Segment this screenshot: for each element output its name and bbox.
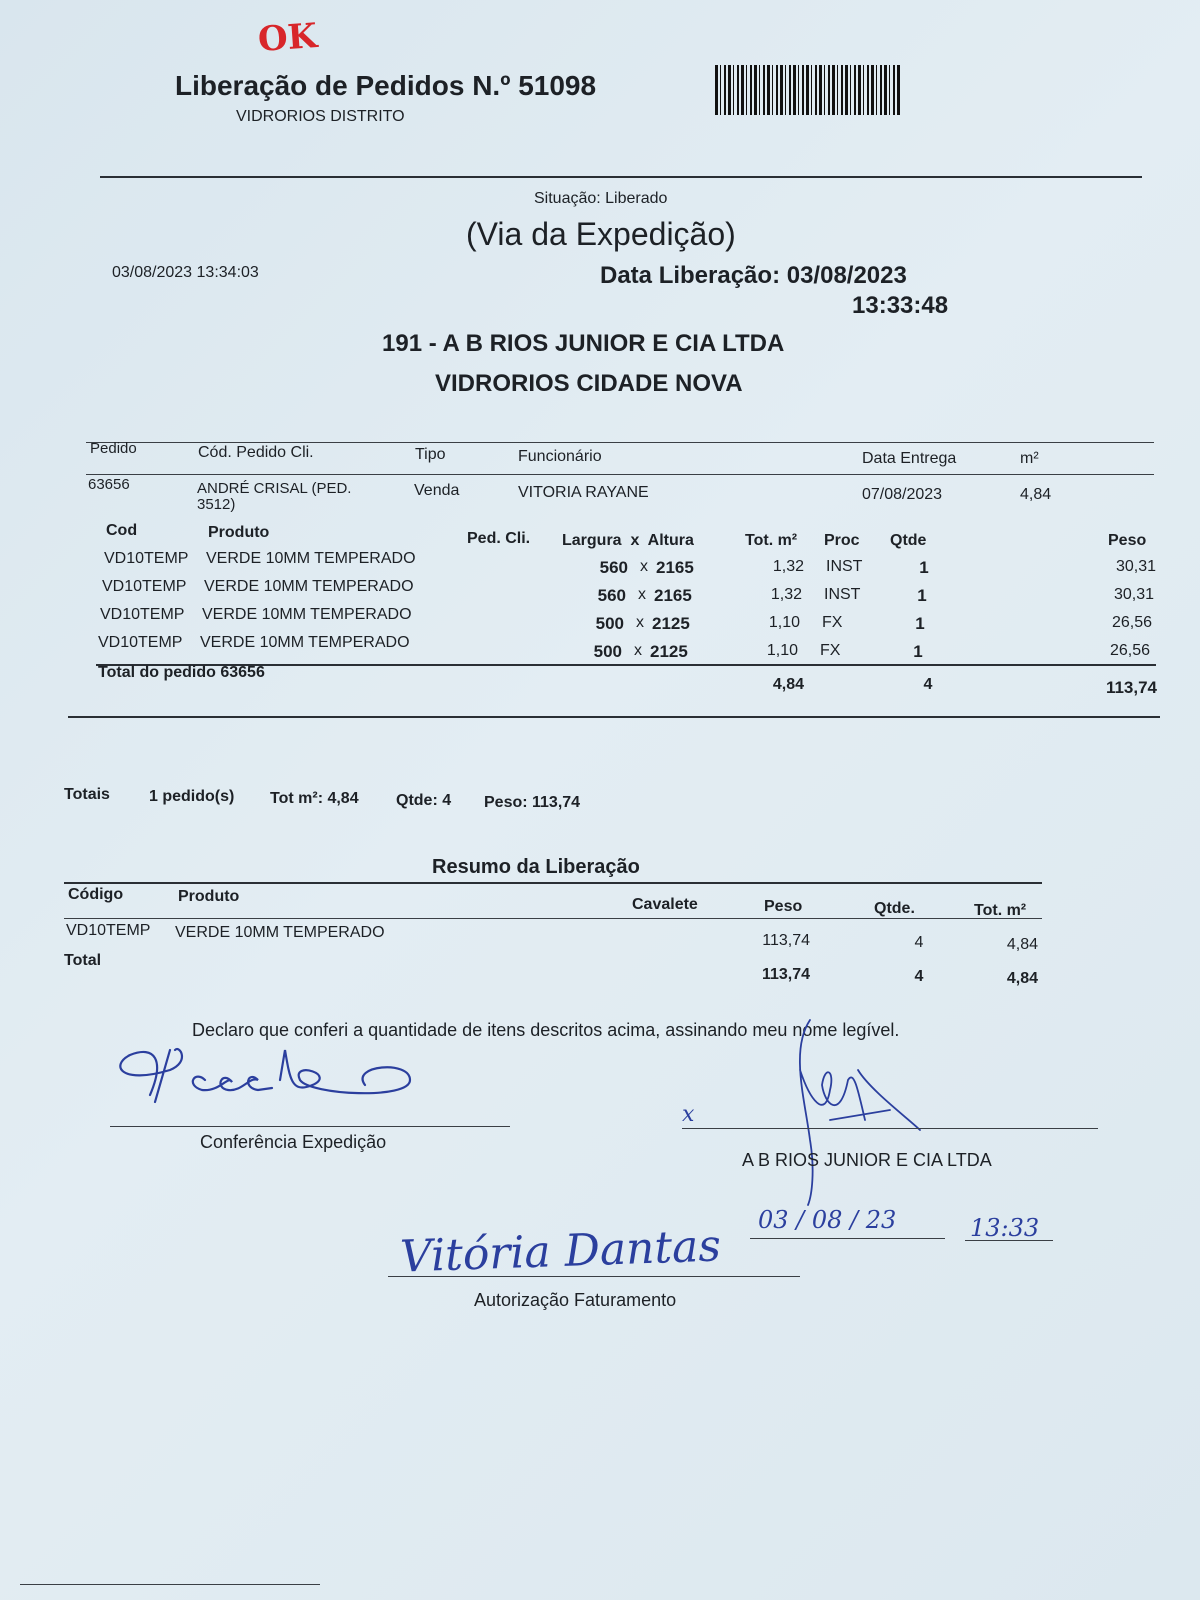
status-text: Situação: Liberado [534,190,668,207]
client-store: VIDRORIOS CIDADE NOVA [435,370,743,397]
item-largura: 500 [593,642,622,661]
item-produto: VERDE 10MM TEMPERADO [202,606,412,623]
items-col-qtde: Qtde [890,532,927,549]
summary-col-codigo: Código [68,886,124,903]
item-cod: VD10TEMP [98,634,183,651]
order-tipo: Venda [414,482,460,499]
totals-pedidos: 1 pedido(s) [149,788,235,805]
col-m2: m² [1020,450,1039,467]
summary-col-tot-m2: Tot. m² [974,902,1027,919]
cliente-line [682,1128,1098,1129]
summary-row-produto: VERDE 10MM TEMPERADO [175,924,385,941]
items-col-peso: Peso [1108,532,1147,549]
order-data-entrega: 07/08/2023 [862,486,943,503]
summary-title: Resumo da Liberação [432,856,640,878]
order-total-peso: 113,74 [1105,678,1157,697]
summary-row-codigo: VD10TEMP [66,922,151,939]
col-cod-pedido-cli: Cód. Pedido Cli. [198,444,314,461]
summary-total-label: Total [64,952,102,969]
summary-row-peso: 113,74 [762,932,810,949]
col-data-entrega: Data Entrega [862,450,957,467]
summary-header-rule [64,918,1042,919]
item-cod: VD10TEMP [102,578,187,595]
item-tot-m2: 1,10 [768,614,800,631]
date-underline [750,1238,945,1239]
item-tot-m2: 1,32 [772,558,804,575]
item-altura: 2165 [656,558,694,577]
printed-timestamp: 03/08/2023 13:34:03 [112,264,259,281]
summary-total-qtde: 4 [914,968,924,985]
signature-cliente [770,1010,930,1210]
item-tot-m2: 1,32 [770,586,802,603]
items-col-produto: Produto [208,524,270,541]
item-altura: 2165 [654,586,692,605]
totals-peso: Peso: 113,74 [484,794,581,811]
company-name: VIDRORIOS DISTRITO [236,108,405,125]
conferencia-line [110,1126,510,1127]
item-qtde: 1 [919,558,929,577]
autorizacao-line [388,1276,800,1277]
conferencia-label: Conferência Expedição [200,1132,387,1152]
item-cod: VD10TEMP [104,550,189,567]
order-cod-cli-1: ANDRÉ CRISAL (PED. [197,480,352,497]
summary-row-qtde: 4 [914,934,924,951]
totals-qtde: Qtde: 4 [396,792,452,809]
item-largura: 500 [595,614,624,633]
item-x: x [640,558,648,575]
item-altura: 2125 [650,642,688,661]
order-total-label: Total do pedido 63656 [98,664,265,681]
items-col-dims: Largura x Altura [562,532,694,549]
item-peso: 30,31 [1113,586,1154,603]
via-title: (Via da Expedição) [466,216,736,252]
summary-total-peso: 113,74 [761,966,810,983]
totals-m2: Tot m²: 4,84 [270,790,359,807]
col-pedido: Pedido [90,440,137,457]
col-funcionario: Funcionário [518,448,602,465]
items-col-cod: Cod [106,522,138,539]
item-x: x [636,614,644,631]
order-top-rule [86,442,1154,443]
summary-col-peso: Peso [764,898,803,915]
signature-conferencia [110,1040,430,1120]
order-m2: 4,84 [1020,486,1052,503]
item-qtde: 1 [915,614,925,633]
order-header-rule [86,474,1154,475]
autorizacao-signature: Vitória Dantas [399,1220,722,1283]
summary-col-qtde: Qtde. [874,900,915,917]
summary-total-tot-m2: 4,84 [1006,970,1038,987]
item-peso: 26,56 [1109,642,1150,659]
item-altura: 2125 [652,614,690,633]
item-proc: FX [820,642,841,659]
page-bottom-rule [20,1584,320,1585]
handwritten-time: 13:33 [970,1214,1040,1242]
col-tipo: Tipo [415,446,446,463]
item-qtde: 1 [913,642,923,661]
item-produto: VERDE 10MM TEMPERADO [206,550,416,567]
autorizacao-label: Autorização Faturamento [474,1290,677,1310]
summary-row-tot-m2: 4,84 [1006,936,1038,953]
client-signature-mark: x [682,1102,695,1127]
handwritten-date: 03 / 08 / 23 [758,1206,897,1234]
order-total-qtde: 4 [923,676,933,693]
release-time: 13:33:48 [852,292,949,319]
barcode [715,65,900,115]
order-cod-cli-2: 3512) [197,496,236,513]
item-produto: VERDE 10MM TEMPERADO [200,634,410,651]
order-pedido: 63656 [88,476,130,493]
item-x: x [638,586,646,603]
item-peso: 30,31 [1115,558,1156,575]
totals-label: Totais [64,786,110,803]
item-produto: VERDE 10MM TEMPERADO [204,578,414,595]
items-col-proc: Proc [824,532,860,549]
item-peso: 26,56 [1111,614,1152,631]
items-col-tot-m2: Tot. m² [745,532,798,549]
summary-top-rule [64,882,1042,884]
item-tot-m2: 1,10 [766,642,798,659]
order-block-bottom-rule [68,716,1160,718]
document-title: Liberação de Pedidos N.º 51098 [175,70,597,101]
release-date: Data Liberação: 03/08/2023 [600,262,907,289]
order-funcionario: VITORIA RAYANE [518,484,649,501]
time-underline [965,1240,1053,1241]
header-divider [100,176,1142,178]
item-proc: INST [824,586,861,603]
stamp-ok: OK [256,15,319,61]
item-cod: VD10TEMP [100,606,185,623]
order-total-m2: 4,84 [772,676,804,693]
item-proc: FX [822,614,843,631]
item-largura: 560 [599,558,628,577]
item-x: x [634,642,642,659]
summary-col-produto: Produto [178,888,240,905]
item-qtde: 1 [917,586,927,605]
items-col-ped-cli: Ped. Cli. [467,530,531,547]
client-name: 191 - A B RIOS JUNIOR E CIA LTDA [382,330,785,357]
declaration-text: Declaro que conferi a quantidade de itens descritos acima, assinando meu nome legível. [192,1020,900,1040]
summary-col-cavalete: Cavalete [632,896,698,913]
cliente-label: A B RIOS JUNIOR E CIA LTDA [742,1150,992,1170]
item-proc: INST [826,558,863,575]
item-largura: 560 [597,586,626,605]
